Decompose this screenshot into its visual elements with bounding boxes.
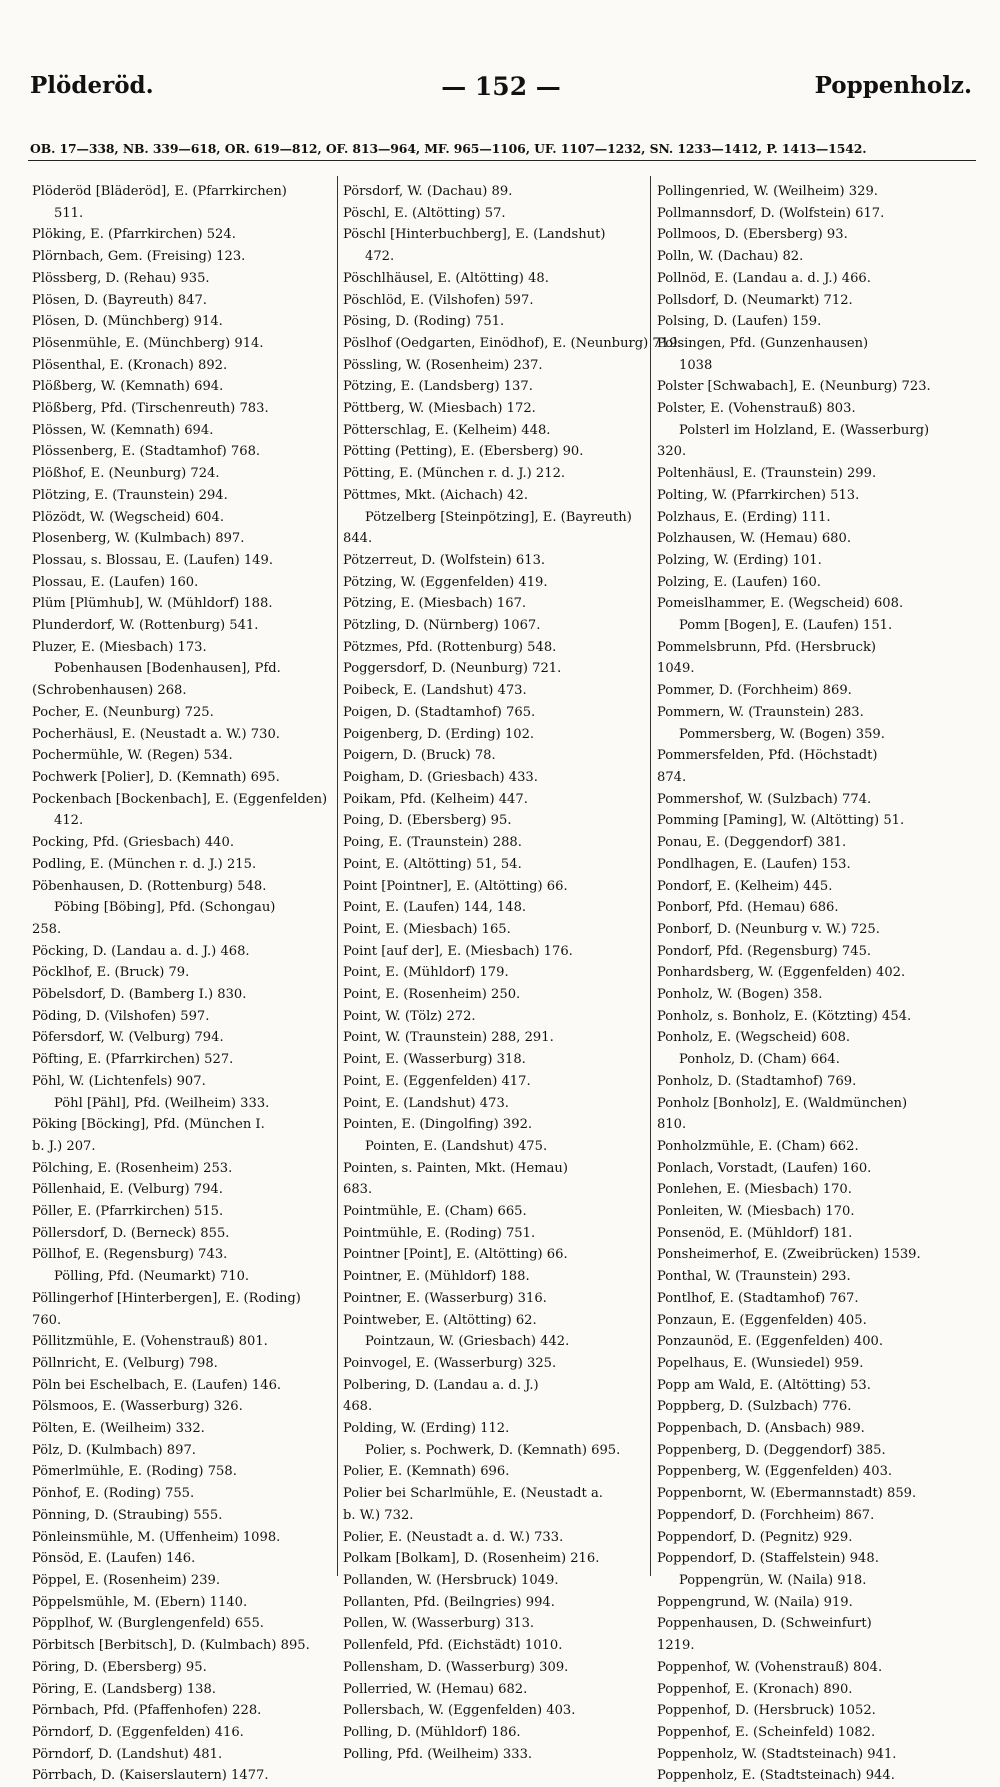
index-entry: Pöllitzmühle, E. (Vohenstrauß) 801. <box>32 1334 268 1350</box>
index-entry: Pointweber, E. (Altötting) 62. <box>343 1312 537 1328</box>
index-entry: 320. <box>657 444 687 460</box>
index-entry: Pondorf, E. (Kelheim) 445. <box>657 878 833 894</box>
index-entry: Point, E. (Laufen) 144, 148. <box>343 900 527 916</box>
index-entry: Pölching, E. (Rosenheim) 253. <box>32 1160 233 1176</box>
index-entry: Pontlhof, E. (Stadtamhof) 767. <box>657 1290 859 1306</box>
index-entry: Pörbitsch [Berbitsch], D. (Kulmbach) 895. <box>32 1638 310 1654</box>
index-entry: Popp am Wald, E. (Altötting) 53. <box>657 1377 871 1393</box>
index-entry: Pöllnricht, E. (Velburg) 798. <box>32 1355 218 1371</box>
index-entry: Plössen, W. (Kemnath) 694. <box>32 422 214 438</box>
index-entry: Plösen, D. (Bayreuth) 847. <box>32 292 207 308</box>
index-entry: Pochwerk [Polier], D. (Kemnath) 695. <box>32 769 280 785</box>
index-entry: Pöhl, W. (Lichtenfels) 907. <box>32 1073 206 1089</box>
index-entry: Pommelsbrunn, Pfd. (Hersbruck) <box>657 639 876 655</box>
index-entry: Polzing, W. (Erding) 101. <box>657 552 822 568</box>
index-entry: Poppendorf, D. (Staffelstein) 948. <box>657 1551 879 1567</box>
index-entry: Ponthal, W. (Traunstein) 293. <box>657 1269 851 1285</box>
index-entry: Pöslhof (Oedgarten, Einödhof), E. (Neunburg) 719. <box>343 335 682 351</box>
index-entry: 1219. <box>657 1638 695 1654</box>
index-entry: Pöllhof, E. (Regensburg) 743. <box>32 1247 228 1263</box>
index-entry: Pocher, E. (Neunburg) 725. <box>32 704 214 720</box>
index-entry: Ponleiten, W. (Miesbach) 170. <box>657 1204 855 1220</box>
index-column-3 <box>657 181 975 1787</box>
index-entry: Pöcklhof, E. (Bruck) 79. <box>32 965 190 981</box>
column-divider <box>337 176 338 1576</box>
index-entry: Polzing, E. (Laufen) 160. <box>657 574 821 590</box>
index-entry: Pöllenhaid, E. (Velburg) 794. <box>32 1182 223 1198</box>
index-entry: Pollenfeld, Pfd. (Eichstädt) 1010. <box>343 1638 563 1654</box>
index-entry: Popelhaus, E. (Wunsiedel) 959. <box>657 1355 864 1371</box>
index-entry: Pönning, D. (Straubing) 555. <box>32 1507 223 1523</box>
index-entry: Pondorf, Pfd. (Regensburg) 745. <box>657 943 872 959</box>
index-entry: 468. <box>343 1399 373 1415</box>
index-entry: 1049. <box>657 661 695 677</box>
index-entry: Pocherhäusl, E. (Neustadt a. W.) 730. <box>32 726 280 742</box>
column-divider <box>650 176 651 1576</box>
index-entry: Plößhof, E. (Neunburg) 724. <box>32 466 220 482</box>
index-entry: Pöbelsdorf, D. (Bamberg I.) 830. <box>32 987 247 1003</box>
index-entry: Pötzmes, Pfd. (Rottenburg) 548. <box>343 639 557 655</box>
index-entry: Plossau, E. (Laufen) 160. <box>32 574 199 590</box>
index-entry: Point, E. (Miesbach) 165. <box>343 921 511 937</box>
index-entry: Pönleinsmühle, M. (Uffenheim) 1098. <box>32 1529 281 1545</box>
index-entry-continuation: Pommersberg, W. (Bogen) 359. <box>679 726 885 742</box>
header-first-entry: Plöderöd. <box>30 72 154 99</box>
index-entry-continuation: Pöhl [Pähl], Pfd. (Weilheim) 333. <box>54 1095 270 1111</box>
index-entry: Pölten, E. (Weilheim) 332. <box>32 1421 205 1437</box>
index-entry: Pöding, D. (Vilshofen) 597. <box>32 1008 210 1024</box>
index-entry: Pommersfelden, Pfd. (Höchstadt) <box>657 748 878 764</box>
index-entry: Pölz, D. (Kulmbach) 897. <box>32 1442 196 1458</box>
index-entry: Poppberg, D. (Sulzbach) 776. <box>657 1399 852 1415</box>
index-entry-continuation: Polier, s. Pochwerk, D. (Kemnath) 695. <box>365 1442 621 1458</box>
index-entry: Pömerlmühle, E. (Roding) 758. <box>32 1464 237 1480</box>
index-entry-continuation: Pointzaun, W. (Griesbach) 442. <box>365 1334 570 1350</box>
index-entry: Plörnbach, Gem. (Freising) 123. <box>32 249 246 265</box>
index-entry: Pösing, D. (Roding) 751. <box>343 314 505 330</box>
index-entry-continuation: Ponholz, D. (Cham) 664. <box>679 1052 840 1068</box>
index-entry: Point, E. (Eggenfelden) 417. <box>343 1073 531 1089</box>
index-entry: Pointmühle, E. (Roding) 751. <box>343 1225 536 1241</box>
index-entry: Pommer, D. (Forchheim) 869. <box>657 683 852 699</box>
index-entry: Ponau, E. (Deggendorf) 381. <box>657 835 847 851</box>
index-entry: Pöllersdorf, D. (Berneck) 855. <box>32 1225 230 1241</box>
index-entry: Point [auf der], E. (Miesbach) 176. <box>343 943 573 959</box>
index-entry: Pommern, W. (Traunstein) 283. <box>657 704 864 720</box>
index-entry: Pörndorf, D. (Eggenfelden) 416. <box>32 1724 244 1740</box>
index-entry: Point, E. (Mühldorf) 179. <box>343 965 509 981</box>
index-entry: Polier, E. (Kemnath) 696. <box>343 1464 510 1480</box>
index-entry: Poppenholz, E. (Stadtsteinach) 944. <box>657 1768 895 1784</box>
index-entry: Polkam [Bolkam], D. (Rosenheim) 216. <box>343 1551 600 1567</box>
index-entry: Pöppelsmühle, M. (Ebern) 1140. <box>32 1594 248 1610</box>
index-entry: Poppenberg, W. (Eggenfelden) 403. <box>657 1464 893 1480</box>
index-entry: Poigham, D. (Griesbach) 433. <box>343 769 538 785</box>
index-entry: Ponholz [Bonholz], E. (Waldmünchen) <box>657 1095 908 1111</box>
index-entry: Poigen, D. (Stadtamhof) 765. <box>343 704 536 720</box>
index-entry: Pöller, E. (Pfarrkirchen) 515. <box>32 1204 224 1220</box>
page-header <box>30 72 972 116</box>
index-entry: Pöppel, E. (Rosenheim) 239. <box>32 1573 221 1588</box>
index-entry: Polsing, D. (Laufen) 159. <box>657 314 822 330</box>
index-entry: Pönsöd, E. (Laufen) 146. <box>32 1551 196 1567</box>
index-entry: Pollmannsdorf, D. (Wolfstein) 617. <box>657 205 885 221</box>
index-entry: Poigenberg, D. (Erding) 102. <box>343 726 535 742</box>
index-entry: Poppenhof, D. (Hersbruck) 1052. <box>657 1703 876 1719</box>
index-entry: Plössenberg, E. (Stadtamhof) 768. <box>32 444 261 460</box>
index-entry: Pommershof, W. (Sulzbach) 774. <box>657 791 872 807</box>
index-entry: b. J.) 207. <box>32 1138 96 1154</box>
index-entry: Plösenthal, E. (Kronach) 892. <box>32 357 228 373</box>
index-entry: Ponhardsberg, W. (Eggenfelden) 402. <box>657 965 906 981</box>
index-entry: Pöring, D. (Ebersberg) 95. <box>32 1659 207 1675</box>
index-entry-continuation: Polsterl im Holzland, E. (Wasserburg) <box>679 422 930 438</box>
index-entry: Pöschl, E. (Altötting) 57. <box>343 205 506 221</box>
index-entry: Polln, W. (Dachau) 82. <box>657 249 804 265</box>
header-last-entry: Poppenholz. <box>814 72 972 99</box>
index-entry-continuation: 472. <box>365 249 395 265</box>
index-entry: Pöking [Böcking], Pfd. (München I. <box>32 1117 265 1133</box>
index-entry: Point, E. (Altötting) 51, 54. <box>343 856 522 872</box>
index-entry: Pollen, W. (Wasserburg) 313. <box>343 1616 535 1632</box>
index-entry: Plüm [Plümhub], W. (Mühldorf) 188. <box>32 596 273 612</box>
index-entry: Pöbenhausen, D. (Rottenburg) 548. <box>32 878 267 894</box>
index-entry: Plößberg, Pfd. (Tirschenreuth) 783. <box>32 401 269 417</box>
index-entry: Ponholz, D. (Stadtamhof) 769. <box>657 1073 857 1089</box>
index-entry: Pomming [Paming], W. (Altötting) 51. <box>657 813 905 829</box>
index-entry-continuation: 511. <box>54 205 84 221</box>
index-column-1 <box>32 181 334 1787</box>
index-entry: Ponholz, s. Bonholz, E. (Kötzting) 454. <box>657 1008 912 1024</box>
index-entry: Plossau, s. Blossau, E. (Laufen) 149. <box>32 552 274 568</box>
index-entry: Pötterschlag, E. (Kelheim) 448. <box>343 422 551 438</box>
index-entry: Ponholzmühle, E. (Cham) 662. <box>657 1138 859 1154</box>
index-entry: Polling, Pfd. (Weilheim) 333. <box>343 1746 533 1762</box>
index-entry: Poppenhof, E. (Kronach) 890. <box>657 1681 853 1697</box>
index-entry: Ponborf, D. (Neunburg v. W.) 725. <box>657 921 880 937</box>
index-entry: Pollerried, W. (Hemau) 682. <box>343 1681 528 1697</box>
index-entry: Poing, E. (Traunstein) 288. <box>343 835 522 851</box>
index-entry: Pöschl [Hinterbuchberg], E. (Landshut) <box>343 227 606 243</box>
index-entry: Plosenberg, W. (Kulmbach) 897. <box>32 531 245 547</box>
index-entry-continuation: Pomm [Bogen], E. (Laufen) 151. <box>679 618 893 634</box>
index-entry: Poppendorf, D. (Pegnitz) 929. <box>657 1529 853 1545</box>
index-entry: Pöttberg, W. (Miesbach) 172. <box>343 401 536 417</box>
index-entry: Pötzing, E. (Miesbach) 167. <box>343 596 527 612</box>
index-entry: Plöderöd [Bläderöd], E. (Pfarrkirchen) <box>32 184 287 199</box>
index-entry: Poppenholz, W. (Stadtsteinach) 941. <box>657 1746 897 1762</box>
index-entry: Plötzing, E. (Traunstein) 294. <box>32 487 228 503</box>
index-entry: Ponzaunöd, E. (Eggenfelden) 400. <box>657 1334 884 1350</box>
index-entry: Poibeck, E. (Landshut) 473. <box>343 683 527 699</box>
index-entry: Plösenmühle, E. (Münchberg) 914. <box>32 335 264 351</box>
index-entry: Poppengrund, W. (Naila) 919. <box>657 1594 853 1610</box>
index-entry: Polling, D. (Mühldorf) 186. <box>343 1724 521 1740</box>
district-range-legend: OB. 17—338, NB. 339—618, OR. 619—812, OF. 813—964, MF. 965—1106, UF. 1107—1232, SN. 1233—1412, P. 1413—1542. <box>30 141 867 156</box>
index-entry: Pötting, E. (München r. d. J.) 212. <box>343 466 566 482</box>
index-entry: Poikam, Pfd. (Kelheim) 447. <box>343 791 528 807</box>
index-entry-continuation: Pointen, E. (Landshut) 475. <box>365 1138 548 1154</box>
index-entry: Pöllingerhof [Hinterbergen], E. (Roding) <box>32 1290 301 1306</box>
index-entry: Pönhof, E. (Roding) 755. <box>32 1486 195 1502</box>
index-entry: Poppenhof, W. (Vohenstrauß) 804. <box>657 1659 883 1675</box>
index-entry: Pointner [Point], E. (Altötting) 66. <box>343 1247 568 1263</box>
index-entry: Point, E. (Wasserburg) 318. <box>343 1052 526 1068</box>
index-entry: Pörnbach, Pfd. (Pfaffenhofen) 228. <box>32 1703 262 1719</box>
index-entry: Polier, E. (Neustadt a. d. W.) 733. <box>343 1529 564 1545</box>
index-entry: Poppenberg, D. (Deggendorf) 385. <box>657 1442 886 1458</box>
index-entry: Pollnöd, E. (Landau a. d. J.) 466. <box>657 270 871 286</box>
index-entry: Pöschlhäusel, E. (Altötting) 48. <box>343 270 549 286</box>
index-entry: Pöfersdorf, W. (Velburg) 794. <box>32 1030 224 1046</box>
index-entry: Ponzaun, E. (Eggenfelden) 405. <box>657 1312 867 1328</box>
index-entry: Pochermühle, W. (Regen) 534. <box>32 748 233 764</box>
index-entry: Pointen, s. Painten, Mkt. (Hemau) <box>343 1160 568 1176</box>
index-entry: Poggersdorf, D. (Neunburg) 721. <box>343 661 562 677</box>
index-entry: Poltenhäusl, E. (Traunstein) 299. <box>657 466 877 482</box>
index-entry: Pollingenried, W. (Weilheim) 329. <box>657 184 878 199</box>
index-entry: Plunderdorf, W. (Rottenburg) 541. <box>32 618 259 634</box>
index-entry: 844. <box>343 531 373 547</box>
index-entry: Poigern, D. (Bruck) 78. <box>343 748 496 764</box>
index-entry: Podling, E. (München r. d. J.) 215. <box>32 856 257 872</box>
index-entry: Pocking, Pfd. (Griesbach) 440. <box>32 835 234 851</box>
index-entry: Plößberg, W. (Kemnath) 694. <box>32 379 224 395</box>
index-entry: Plösen, D. (Münchberg) 914. <box>32 314 223 330</box>
index-entry: Pötzing, W. (Eggenfelden) 419. <box>343 574 548 590</box>
index-entry: Pöfting, E. (Pfarrkirchen) 527. <box>32 1052 234 1068</box>
index-entry: Poing, D. (Ebersberg) 95. <box>343 813 512 829</box>
index-entry: Pörsdorf, W. (Dachau) 89. <box>343 184 513 199</box>
index-entry: b. W.) 732. <box>343 1507 414 1523</box>
index-entry: Plözödt, W. (Wegscheid) 604. <box>32 509 224 525</box>
index-entry: Point, E. (Rosenheim) 250. <box>343 987 521 1003</box>
index-entry: Polzhausen, W. (Hemau) 680. <box>657 531 851 547</box>
index-entry: 874. <box>657 769 687 785</box>
index-entry: Ponlach, Vorstadt, (Laufen) 160. <box>657 1160 872 1176</box>
header-rule <box>28 160 976 161</box>
index-entry: Pollensham, D. (Wasserburg) 309. <box>343 1659 569 1675</box>
index-entry-continuation: 1038 <box>679 357 713 373</box>
index-entry: Pöln bei Eschelbach, E. (Laufen) 146. <box>32 1377 282 1393</box>
index-entry: Pöring, E. (Landsberg) 138. <box>32 1681 216 1697</box>
index-entry: Polding, W. (Erding) 112. <box>343 1421 510 1437</box>
index-entry: Pollsdorf, D. (Neumarkt) 712. <box>657 292 853 308</box>
index-entry: Polster [Schwabach], E. (Neunburg) 723. <box>657 379 931 395</box>
index-entry: Poppenbach, D. (Ansbach) 989. <box>657 1421 865 1437</box>
index-entry: Pollanden, W. (Hersbruck) 1049. <box>343 1573 559 1588</box>
index-entry: Polting, W. (Pfarrkirchen) 513. <box>657 487 860 503</box>
index-entry: Ponholz, E. (Wegscheid) 608. <box>657 1030 851 1046</box>
index-entry: 760. <box>32 1312 62 1328</box>
index-entry-continuation: Poppengrün, W. (Naila) 918. <box>679 1573 867 1588</box>
index-entry: 258. <box>32 921 62 937</box>
index-entry: Polbering, D. (Landau a. d. J.) <box>343 1377 539 1393</box>
index-entry: Poinvogel, E. (Wasserburg) 325. <box>343 1355 557 1371</box>
index-entry: Pötzling, D. (Nürnberg) 1067. <box>343 618 541 634</box>
index-entry: Pössling, W. (Rosenheim) 237. <box>343 357 543 373</box>
index-entry: Pöschlöd, E. (Vilshofen) 597. <box>343 292 534 308</box>
index-entry-continuation: Pölling, Pfd. (Neumarkt) 710. <box>54 1269 250 1285</box>
index-entry: Plössberg, D. (Rehau) 935. <box>32 270 210 286</box>
index-entry: Poppendorf, D. (Forchheim) 867. <box>657 1507 875 1523</box>
index-entry: Pörrbach, D. (Kaiserslautern) 1477. <box>32 1768 269 1784</box>
index-entry: Pollersbach, W. (Eggenfelden) 403. <box>343 1703 576 1719</box>
index-entry: Polsingen, Pfd. (Gunzenhausen) <box>657 335 869 351</box>
index-entry: Pölsmoos, E. (Wasserburg) 326. <box>32 1399 243 1415</box>
index-entry: Polster, E. (Vohenstrauß) 803. <box>657 401 856 417</box>
index-entry: Pointner, E. (Mühldorf) 188. <box>343 1269 530 1285</box>
index-entry-continuation: Pobenhausen [Bodenhausen], Pfd. <box>54 661 281 677</box>
index-entry: Pötzerreut, D. (Wolfstein) 613. <box>343 552 546 568</box>
index-entry: 683. <box>343 1182 373 1198</box>
index-entry: Point, W. (Traunstein) 288, 291. <box>343 1030 554 1046</box>
index-entry: Pöpplhof, W. (Burglengenfeld) 655. <box>32 1616 264 1632</box>
index-entry: Pöttmes, Mkt. (Aichach) 42. <box>343 487 529 503</box>
index-entry: Pockenbach [Bockenbach], E. (Eggenfelden) <box>32 791 328 807</box>
index-entry: Point [Pointner], E. (Altötting) 66. <box>343 878 568 894</box>
index-entry: Ponholz, W. (Bogen) 358. <box>657 987 823 1003</box>
index-entry: Plöking, E. (Pfarrkirchen) 524. <box>32 227 236 243</box>
index-entry: 810. <box>657 1117 687 1133</box>
index-entry: Ponlehen, E. (Miesbach) 170. <box>657 1182 852 1198</box>
index-entry: Point, E. (Landshut) 473. <box>343 1095 509 1111</box>
index-entry: Pötting (Petting), E. (Ebersberg) 90. <box>343 444 584 460</box>
index-entry: Pötzing, E. (Landsberg) 137. <box>343 379 533 395</box>
index-entry: Ponsheimerhof, E. (Zweibrücken) 1539. <box>657 1247 921 1263</box>
index-entry-continuation: 412. <box>54 813 84 829</box>
index-entry-continuation: Pötzelberg [Steinpötzing], E. (Bayreuth) <box>365 509 632 525</box>
index-entry: Poppenhof, E. (Scheinfeld) 1082. <box>657 1724 876 1740</box>
index-entry: Polzhaus, E. (Erding) 111. <box>657 509 831 525</box>
index-entry: Pondlhagen, E. (Laufen) 153. <box>657 856 851 872</box>
index-entry: Point, W. (Tölz) 272. <box>343 1008 476 1024</box>
index-entry: Ponborf, Pfd. (Hemau) 686. <box>657 900 839 916</box>
index-entry: Pointen, E. (Dingolfing) 392. <box>343 1117 533 1133</box>
index-entry: Ponsenöd, E. (Mühldorf) 181. <box>657 1225 853 1241</box>
index-entry: Pomeislhammer, E. (Wegscheid) 608. <box>657 596 904 612</box>
index-entry: Pörndorf, D. (Landshut) 481. <box>32 1746 223 1762</box>
index-entry: Pointmühle, E. (Cham) 665. <box>343 1204 527 1220</box>
page-number: — 152 — <box>441 72 561 101</box>
index-entry: Pluzer, E. (Miesbach) 173. <box>32 639 207 655</box>
index-entry: Poppenhausen, D. (Schweinfurt) <box>657 1616 872 1632</box>
index-entry: Pollanten, Pfd. (Beilngries) 994. <box>343 1594 555 1610</box>
index-entry: Pointner, E. (Wasserburg) 316. <box>343 1290 547 1306</box>
index-entry: Pollmoos, D. (Ebersberg) 93. <box>657 227 848 243</box>
index-entry: Polier bei Scharlmühle, E. (Neustadt a. <box>343 1486 603 1502</box>
index-entry: Poppenbornt, W. (Ebermannstadt) 859. <box>657 1486 917 1502</box>
index-entry: Pöcking, D. (Landau a. d. J.) 468. <box>32 943 250 959</box>
index-entry: (Schrobenhausen) 268. <box>32 683 187 699</box>
index-entry-continuation: Pöbing [Böbing], Pfd. (Schongau) <box>54 900 276 916</box>
